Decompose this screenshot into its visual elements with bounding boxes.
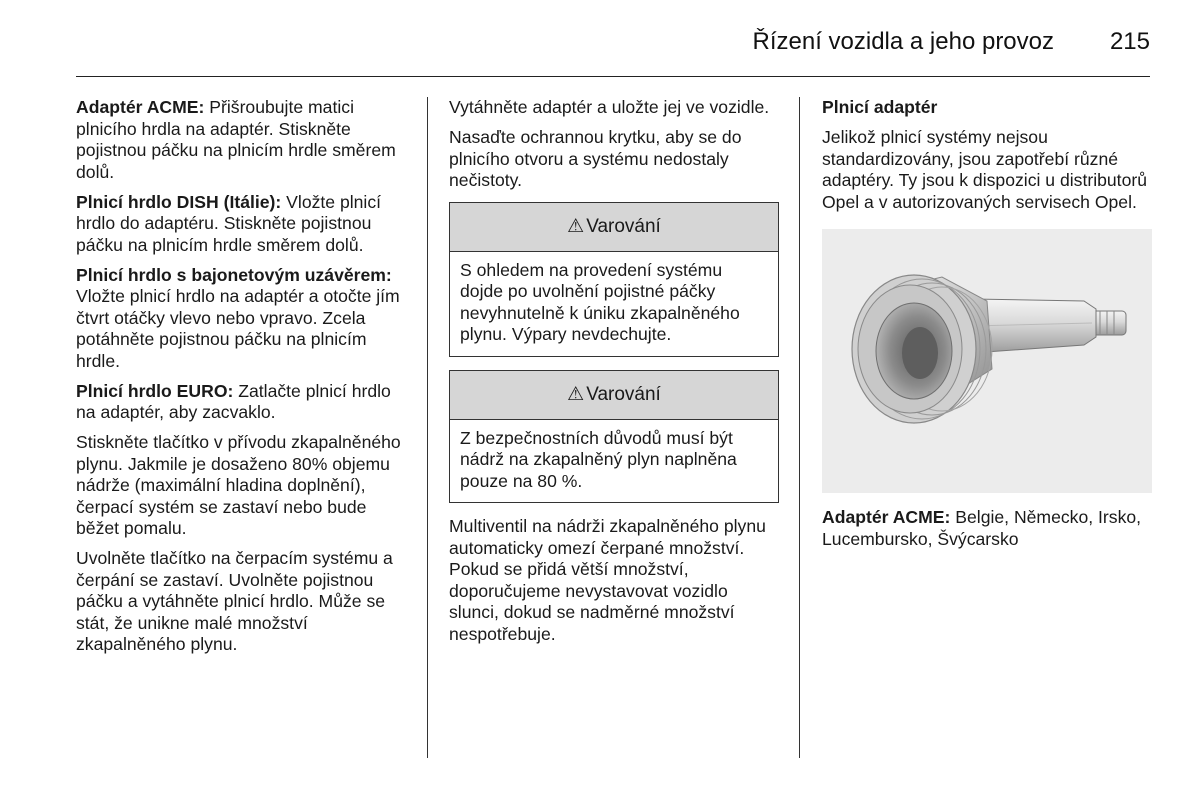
- paragraph: [76, 381, 414, 424]
- warning-text: S ohledem na provedení systému dojde po uvolnění pojistné páčky nevyhnutelně k úniku zkapalněného plynu. Výpary nevdechujte.: [460, 259, 740, 344]
- paragraph-text: Vložte plnicí hrdlo do adaptéru. Stiskněte pojistnou páčku na plnicím hrdle směrem dolů.: [76, 191, 382, 255]
- paragraph: Stiskněte tlačítko v přívodu zkapalněného plynu. Jakmile je dosaženo 80% objemu nádrže (maximální hladina doplnění), čerpací systém se zastaví nebo bude běžet pomalu.: [76, 432, 401, 538]
- warning-title: Varování: [586, 383, 661, 405]
- paragraph: [76, 192, 414, 257]
- warning-box: [449, 202, 779, 357]
- paragraph-text: Přišroubujte matici plnicího hrdla na adaptér. Stiskněte pojistnou páčku na plnicím hrdle směrem dolů.: [76, 97, 396, 182]
- page-number: 215: [1109, 28, 1150, 55]
- column-2: [449, 97, 779, 654]
- section-title: Řízení vozidla a jeho provoz: [752, 28, 1054, 55]
- term: Plnicí hrdlo DISH (Itálie):: [76, 191, 282, 212]
- adapter-illustration: [822, 229, 1152, 493]
- paragraph-text: Vložte plnicí hrdlo na adaptér a otočte jím čtvrt otáčky vlevo nebo vpravo. Zcela potáhněte pojistnou páčku na plnicím hrdle.: [76, 286, 400, 371]
- term: Plnicí hrdlo s bajonetovým uzávěrem:: [76, 264, 392, 285]
- term: Adaptér ACME:: [76, 97, 205, 117]
- paragraph: Vytáhněte adaptér a uložte jej ve vozidle.: [449, 97, 770, 117]
- warning-header: [450, 203, 778, 252]
- column-divider: [427, 97, 428, 758]
- warning-text: Z bezpečnostních důvodů musí být nádrž na zkapalněný plyn naplněna pouze na 80 %.: [460, 427, 737, 491]
- warning-title: Varování: [586, 215, 661, 237]
- subsection-title: Plnicí adaptér: [822, 97, 938, 117]
- column-3: [822, 97, 1152, 559]
- paragraph: Uvolněte tlačítko na čerpacím systému a čerpání se zastaví. Uvolněte pojistnou páčku a vytáhněte plnicí hrdlo. Může se stát, že unikne malé množství zkapalněného plynu.: [76, 548, 393, 654]
- paragraph: [76, 265, 414, 373]
- column-1: [76, 97, 414, 664]
- paragraph: Nasaďte ochrannou krytku, aby se do plnicího otvoru a systému nedostaly nečistoty.: [449, 127, 742, 190]
- paragraph: Jelikož plnicí systémy nejsou standardizovány, jsou zapotřebí různé adaptéry. Ty jsou k dispozici u distributorů Opel a v autorizovaných servisech Opel.: [822, 127, 1147, 212]
- paragraph: [76, 97, 414, 183]
- paragraph-text: Zatlačte plnicí hrdlo na adaptér, aby zacvaklo.: [76, 380, 391, 422]
- warning-icon: ⚠: [567, 383, 585, 405]
- figure-caption: [822, 507, 1152, 550]
- column-divider: [799, 97, 800, 758]
- warning-box: [449, 370, 779, 504]
- warning-header: [450, 371, 778, 420]
- page-header: [76, 0, 1150, 77]
- warning-icon: ⚠: [567, 215, 585, 237]
- term: Adaptér ACME:: [822, 507, 951, 527]
- term: Plnicí hrdlo EURO:: [76, 380, 234, 401]
- caption-text: Belgie, Německo, Irsko, Lucembursko, Švýcarsko: [822, 507, 1142, 549]
- adapter-drawing: [822, 229, 1152, 493]
- paragraph: Multiventil na nádrži zkapalněného plynu automaticky omezí čerpané množství. Pokud se přidá větší množství, doporučujeme nevystavovat vozidlo slunci, dokud se nadměrné množství nespotřebuje.: [449, 516, 766, 644]
